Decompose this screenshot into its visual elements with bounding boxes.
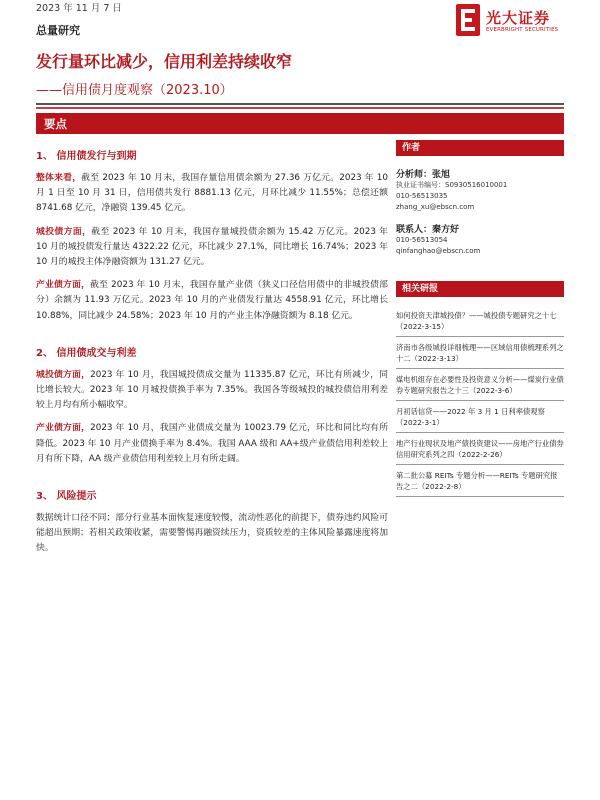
paragraph-text: 截至 2023 年 10 月末，我国存量产业债（狭义口径信用债中的非城投债部分）余额为 11.93 万亿元。2023 年 10 月的产业债发行量达 4558.91 亿元，环比增长 10.88%，同比减少 24.58%；2023 年 10 月的产业主体净融资额为 8.18 亿元。 — [36, 280, 388, 321]
analyst-cert: 执业证书编号：S0930516010001 — [396, 181, 508, 189]
paragraph-industry — [36, 278, 388, 324]
contact-name-line — [396, 222, 564, 235]
contact-block — [396, 222, 564, 257]
related-report-link[interactable]: 月初话信贷——2022 年 3 月 1 日利率债观察（2022-3-1） — [396, 401, 564, 433]
report-category: 总量研究 — [36, 24, 80, 37]
everbright-logo — [456, 4, 566, 38]
paragraph-lead: 整体来看， — [36, 173, 82, 183]
logo-text-en: EVERBRIGHT SECURITIES — [486, 27, 559, 33]
paragraph-lead: 产业债方面， — [36, 423, 91, 434]
paragraph-overall — [36, 171, 388, 217]
title-divider-accent — [36, 107, 564, 109]
analyst-email[interactable]: zhang_xu@ebscn.com — [396, 203, 475, 211]
related-report-link[interactable]: 地产行业现状及地产债投资建议——房地产行业债券信用研究系列之四（2022-2-26） — [396, 433, 564, 465]
paragraph-text: 2023 年 10 月，我国产业债成交量为 10023.79 亿元，环比和同比均有所降低。2023 年 10 月产业债换手率为 8.4%。我国 AAA 级和 AA+级产业债信用利差较上月有所下降，AA 级产业债信用利差较上月有所走阔。 — [36, 423, 388, 464]
paragraph-lead: 城投债方面， — [36, 226, 92, 237]
everbright-logo-icon — [456, 4, 482, 36]
related-report-link[interactable]: 济南市各级城投详细梳理——区域信用债梳理系列之十二（2022-3-13） — [396, 337, 564, 369]
paragraph-text: 截至 2023 年 10 月末，我国存量城投债余额为 15.42 万亿元。2023 年 10 月的城投债发行量达 4322.22 亿元，环比减少 27.1%，同比增长 16.74%；2023 年 10 月的城投主体净融资额为 131.27 亿元。 — [36, 226, 388, 268]
section-heading: 2、 信用债成交与利差 — [36, 347, 137, 359]
analyst-role: 分析师： — [396, 170, 433, 180]
contact-role: 联系人： — [396, 225, 433, 235]
paragraph-chengtou — [36, 225, 388, 271]
related-header: 相关研报 — [396, 281, 564, 297]
section-heading: 1、 信用债发行与到期 — [36, 151, 137, 162]
section-heading: 3、 风险提示 — [36, 491, 97, 503]
report-date: 2023 年 11 月 7 日 — [36, 3, 122, 14]
related-report-link[interactable]: 第二批公募 REITs 专题分析——REITs 专题研究报告之二（2022-2-8） — [396, 465, 564, 497]
related-reports-list — [396, 305, 564, 497]
paragraph-risk — [36, 511, 388, 557]
contact-phone: 010-56513054 — [396, 236, 448, 244]
key-points-label: 要点 — [44, 117, 67, 131]
analyst-name-line — [396, 167, 564, 180]
contact-email[interactable]: qinfanghao@ebscn.com — [396, 247, 481, 255]
paragraph-industry-trading — [36, 421, 388, 467]
analyst-phone: 010-56513035 — [396, 192, 448, 200]
related-report-link[interactable]: 煤电机组存在必要性及投资意义分析——煤炭行业债券专题研究报告之十三（2022-3-6） — [396, 369, 564, 401]
analyst-name: 张旭 — [432, 170, 451, 180]
key-points-bar — [36, 113, 564, 134]
report-title: 发行量环比减少，信用利差持续收窄 — [36, 52, 293, 71]
section-risk — [36, 487, 388, 557]
paragraph-lead: 城投债方面， — [36, 369, 91, 380]
related-report-link[interactable]: 如何投资天津城投债？——城投债专题研究之十七（2022-3-15） — [396, 305, 564, 337]
main-content — [36, 147, 388, 565]
report-subtitle: ——信用债月度观察（2023.10） — [36, 83, 233, 98]
section-trading — [36, 344, 388, 467]
paragraph-text: 数据统计口径不同；部分行业基本面恢复速度较慢，流动性恶化的前提下，债券违约风险可能超出预期；若相关政策收紧，需要警惕再融资续压力，资质较差的主体风险暴露速度将加快。 — [36, 513, 388, 554]
title-divider — [36, 103, 564, 105]
paragraph-chengtou-trading — [36, 368, 388, 414]
paragraph-text: 截至 2023 年 10 月末，我国存量信用债余额为 27.36 万亿元。2023 年 10 月 1 日至 10 月 31 日，信用债共发行 8881.13 亿元，月环比减少 11.55%；总偿还额 8741.68 亿元，净融资 139.45 亿元。 — [36, 173, 388, 214]
analyst-block — [396, 167, 564, 213]
paragraph-lead: 产业债方面， — [36, 280, 91, 291]
author-header: 作者 — [396, 140, 564, 156]
sidebar — [396, 140, 564, 497]
paragraph-text: 2023 年 10 月，我国城投债成交量为 11335.87 亿元，环比有所减少，同比增长较大。2023 年 10 月城投债换手率为 7.35%。我国各等级城投的城投债信用利差较上月均有所小幅收窄。 — [36, 369, 388, 411]
logo-text-cn: 光大证券 — [486, 9, 551, 27]
contact-name: 秦方好 — [432, 225, 460, 235]
section-issuance — [36, 147, 388, 324]
